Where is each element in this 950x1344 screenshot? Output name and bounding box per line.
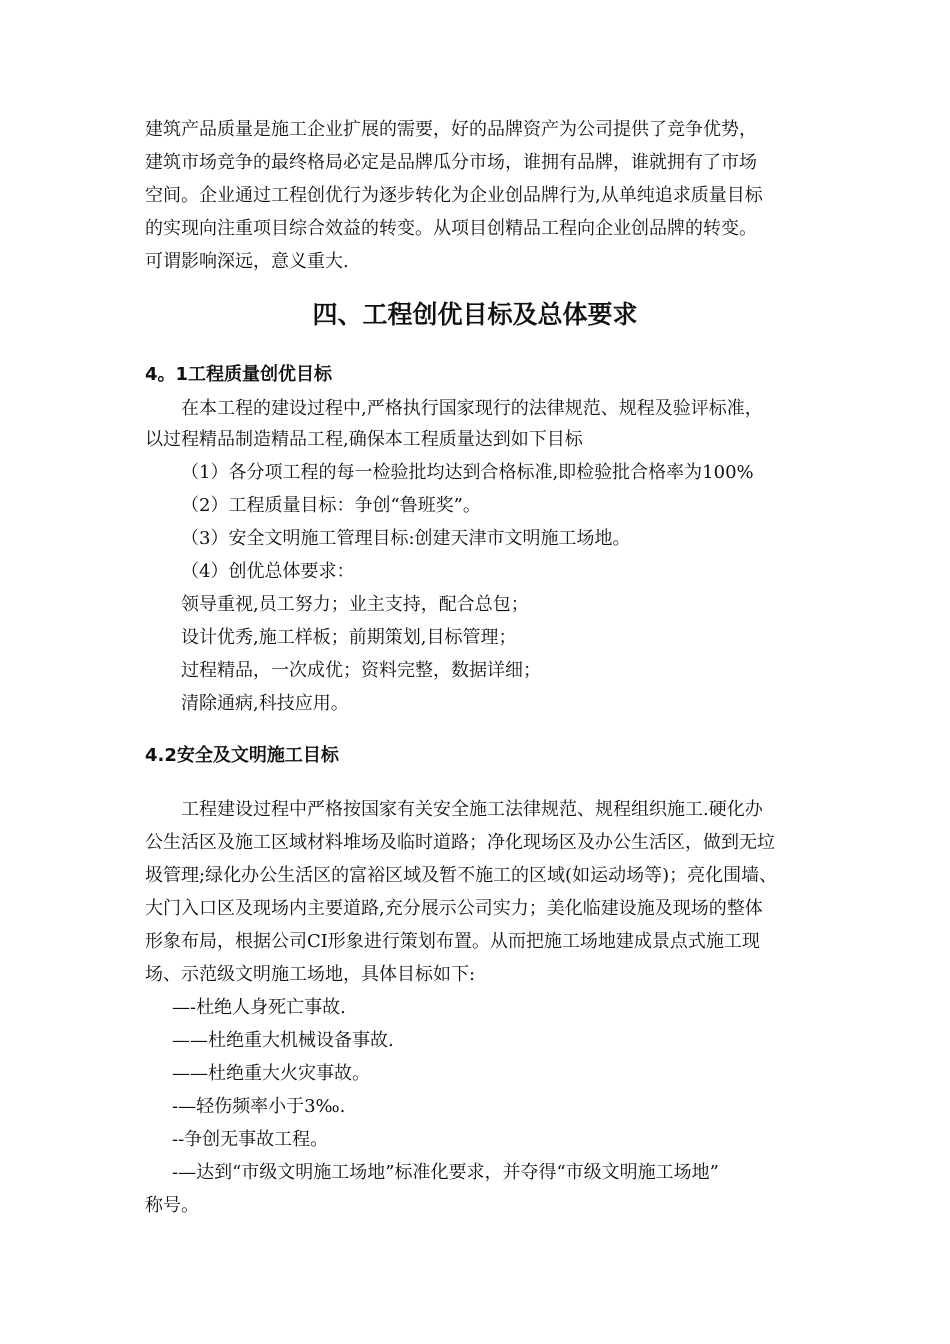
goal-item-4: （4）创优总体要求： [181,561,355,582]
intro-paragraph [145,113,825,278]
requirement-line: 清除通病,科技应用。 [181,693,349,714]
intro-line: 的实现向注重项目综合效益的转变。从项目创精品工程向企业创品牌的转变。 [145,218,757,239]
intro-line: 建筑产品质量是施工企业扩展的需要，好的品牌资产为公司提供了竞争优势， [145,119,757,140]
safety-goal-5: --争创无事故工程。 [172,1129,329,1150]
safety-goal-2: ——杜绝重大机械设备事故. [172,1030,394,1051]
requirement-line: 过程精品，一次成优；资料完整，数据详细； [181,660,541,681]
requirement-line: 设计优秀,施工样板；前期策划,目标管理； [181,627,517,648]
safety-goal-3: ——杜绝重大火灾事故。 [172,1063,370,1084]
sec42-para-line: 公生活区及施工区域材料堆场及临时道路；净化现场区及办公生活区，做到无垃 [145,832,775,853]
heading-4-1: 4。1工程质量创优目标 [145,364,333,385]
goal-item-3: （3）安全文明施工管理目标:创建天津市文明施工场地。 [181,528,631,549]
requirement-line: 领导重视,员工努力；业主支持，配合总包； [181,594,529,615]
intro-line: 空间。企业通过工程创优行为逐步转化为企业创品牌行为,从单纯追求质量目标 [145,185,763,206]
sec41-para-line: 以过程精品制造精品工程,确保本工程质量达到如下目标 [145,429,583,450]
safety-goal-6: -—达到“市级文明施工场地”标准化要求，并夺得“市级文明施工场地” [172,1162,719,1183]
safety-goal-1: —-杜绝人身死亡事故. [172,997,346,1018]
intro-line: 建筑市场竞争的最终格局必定是品牌瓜分市场，谁拥有品牌，谁就拥有了市场 [145,152,757,173]
heading-4-2: 4.2安全及文明施工目标 [145,745,339,766]
sec42-para-line: 大门入口区及现场内主要道路,充分展示公司实力；美化临建设施及现场的整体 [145,898,763,919]
sec42-para-line: 形象布局，根据公司CI形象进行策划布置。从而把施工场地建成景点式施工现 [145,931,760,952]
sec42-para-line: 工程建设过程中严格按国家有关安全施工法律规范、规程组织施工.硬化办 [181,799,763,820]
goal-item-1: （1）各分项工程的每一检验批均达到合格标准,即检验批合格率为100% [181,462,754,483]
goal-item-2: （2）工程质量目标：争创“鲁班奖”。 [181,495,481,516]
sec41-para-line: 在本工程的建设过程中,严格执行国家现行的法律规范、规程及验评标准， [181,398,763,419]
intro-line: 可谓影响深远，意义重大. [145,251,349,272]
sec42-para-line: 场、示范级文明施工场地，具体目标如下: [145,964,476,985]
section-title: 四、工程创优目标及总体要求 [312,300,638,329]
sec42-para-line: 圾管理;绿化办公生活区的富裕区域及暂不施工的区域(如运动场等)；亮化围墙、 [145,865,778,886]
safety-goal-4: -—轻伤频率小于3‰. [172,1096,346,1117]
safety-goal-6-continued: 称号。 [145,1195,199,1216]
